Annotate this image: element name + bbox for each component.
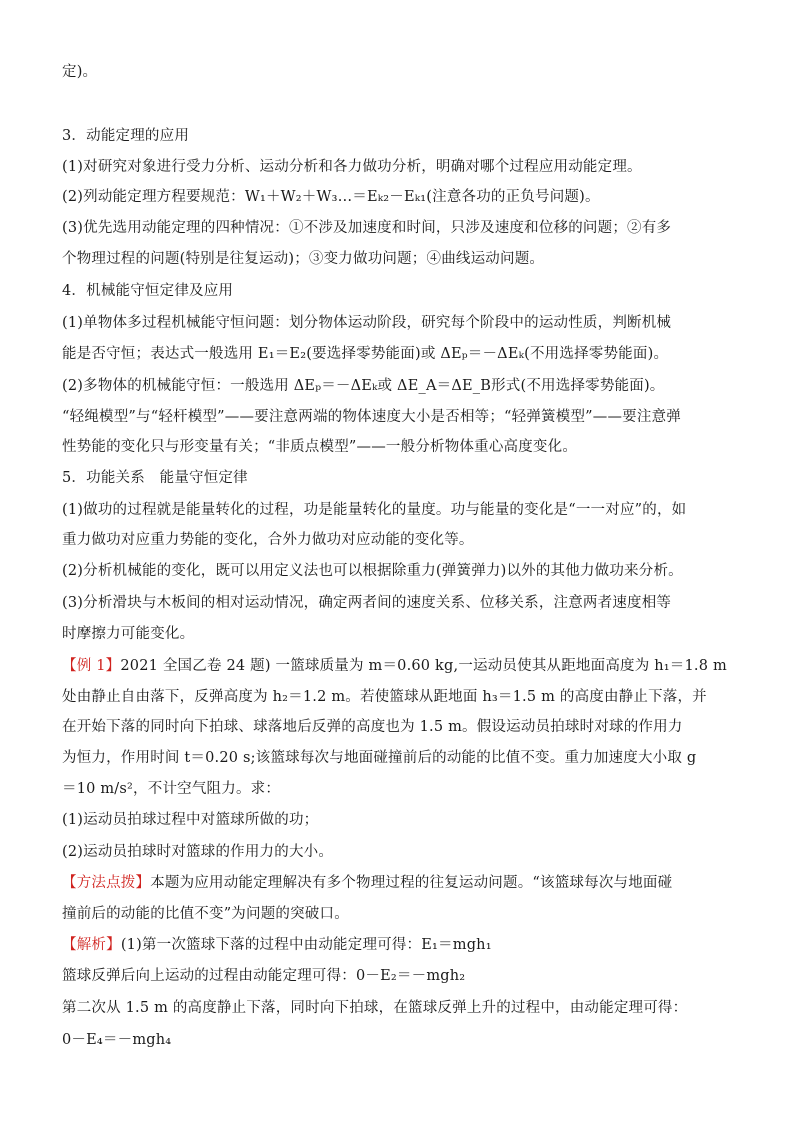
text-line: 处由静止自由落下，反弹高度为 h₂＝1.2 m。若使篮球从距地面 h₃＝1.5 m 的高度由静止下落，并 — [62, 689, 707, 705]
text-line: 0－E₄＝－mgh₄ — [62, 1032, 172, 1048]
method-label: 【方法点拨】 — [62, 875, 151, 891]
section-heading: 3．动能定理的应用 — [62, 128, 190, 144]
text-line: 时摩擦力可能变化。 — [62, 626, 195, 642]
method-line — [62, 873, 742, 893]
text-line: (2)分析机械能的变化，既可以用定义法也可以根据除重力(弹簧弹力)以外的其他力做功来分析。 — [62, 563, 683, 579]
text-line: 撞前后的动能的比值不变”为问题的突破口。 — [62, 906, 349, 922]
text-line: 个物理过程的问题(特别是往复运动)；③变力做功问题；④曲线运动问题。 — [62, 251, 545, 267]
example-text: 2021 全国乙卷 24 题) 一篮球质量为 m＝0.60 kg,一运动员使其从距地面高度为 h₁＝1.8 m — [120, 658, 727, 674]
section-heading: 5．功能关系 能量守恒定律 — [62, 470, 248, 486]
text-line: (1)做功的过程就是能量转化的过程，功是能量转化的量度。功与能量的变化是“一一对应”的，如 — [62, 502, 687, 518]
text-line: 性势能的变化只与形变量有关；“非质点模型”——一般分析物体重心高度变化。 — [62, 439, 578, 455]
text-line: (1)运动员拍球过程中对篮球所做的功； — [62, 812, 319, 828]
text-line: 重力做功对应重力势能的变化，合外力做功对应动能的变化等。 — [62, 532, 474, 548]
text-line: “轻绳模型”与“轻杆模型”——要注意两端的物体速度大小是否相等；“轻弹簧模型”——要注意弹 — [62, 409, 681, 425]
solution-line — [62, 935, 742, 955]
text-line: (1)单物体多过程机械能守恒问题：划分物体运动阶段，研究每个阶段中的运动性质，判断机械 — [62, 315, 672, 331]
text-line: (2)列动能定理方程要规范：W₁＋W₂＋W₃…＝Eₖ₂－Eₖ₁(注意各功的正负号问题)。 — [62, 189, 600, 205]
text-line: (3)优先选用动能定理的四种情况：①不涉及加速度和时间，只涉及速度和位移的问题；②有多 — [62, 220, 672, 236]
example-line — [62, 656, 742, 676]
text-line: (3)分析滑块与木板间的相对运动情况，确定两者间的速度关系、位移关系，注意两者速度相等 — [62, 595, 672, 611]
section-heading: 4．机械能守恒定律及应用 — [62, 283, 234, 299]
text-line: 第二次从 1.5 m 的高度静止下落，同时向下拍球，在篮球反弹上升的过程中，由动能定理可得： — [62, 1000, 688, 1016]
text-line: 能是否守恒；表达式一般选用 E₁＝E₂(要选择零势能面)或 ΔEₚ＝－ΔEₖ(不用选择零势能面)。 — [62, 346, 669, 362]
text-line: (2)运动员拍球时对篮球的作用力的大小。 — [62, 844, 334, 860]
method-text: 本题为应用动能定理解决有多个物理过程的往复运动问题。“该篮球每次与地面碰 — [150, 875, 673, 891]
text-line: (1)对研究对象进行受力分析、运动分析和各力做功分析，明确对哪个过程应用动能定理。 — [62, 159, 642, 175]
text-line: 在开始下落的同时向下拍球、球落地后反弹的高度也为 1.5 m。假设运动员拍球时对球的作用力 — [62, 719, 683, 735]
example-label: 【例 1】 — [62, 658, 121, 674]
solution-text: (1)第一次篮球下落的过程中由动能定理可得：E₁＝mgh₁ — [120, 937, 492, 953]
text-line: ＝10 m/s²，不计空气阻力。求： — [62, 781, 281, 797]
text-line: 为恒力，作用时间 t＝0.20 s;该篮球每次与地面碰撞前后的动能的比值不变。重力加速度大小取 g — [62, 750, 697, 766]
text-line: 定)。 — [62, 64, 98, 80]
solution-label: 【解析】 — [62, 937, 121, 953]
text-line: 篮球反弹后向上运动的过程由动能定理可得：0－E₂＝－mgh₂ — [62, 968, 466, 984]
text-line: (2)多物体的机械能守恒：一般选用 ΔEₚ＝－ΔEₖ或 ΔE_A＝ΔE_B形式(不用选择零势能面)。 — [62, 378, 665, 394]
